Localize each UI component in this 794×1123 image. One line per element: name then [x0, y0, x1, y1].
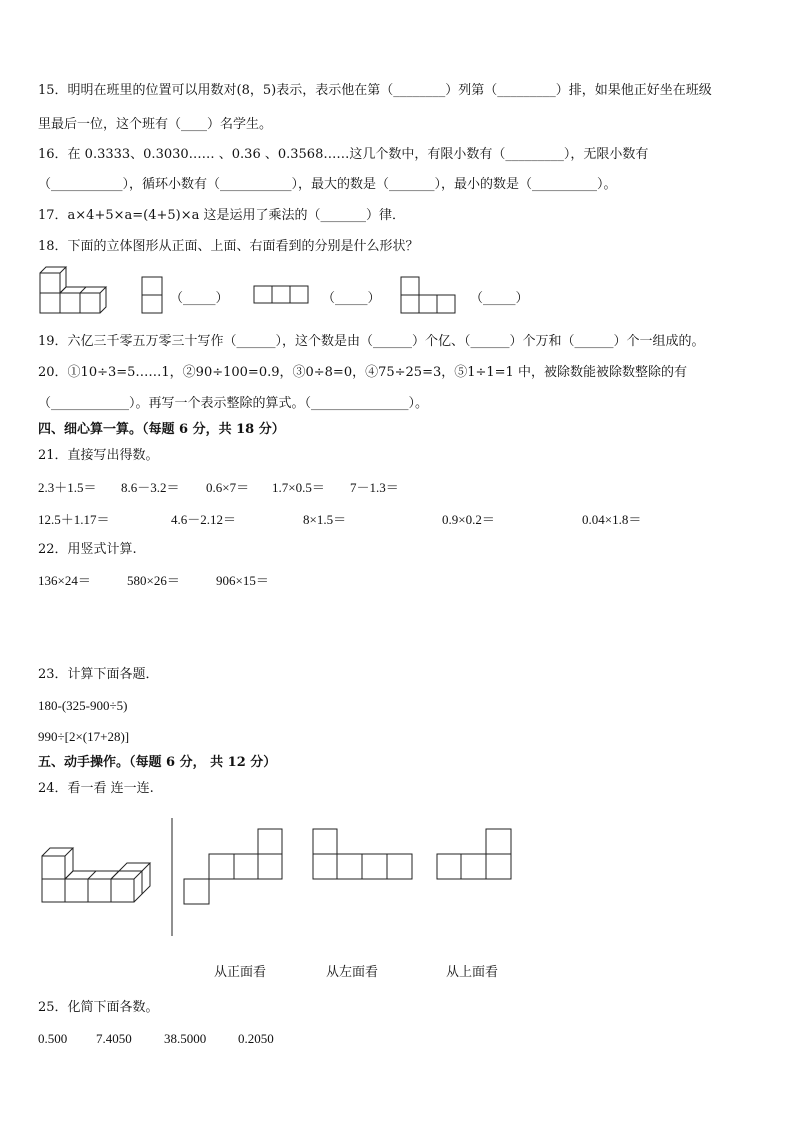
q21-r1-c1: 2.3＋1.5＝ [38, 480, 97, 495]
q24-label-front: 从正面看 [214, 965, 267, 980]
q20-line2: （____________）。再写一个表示整除的算式。（_______________）。 [38, 396, 429, 411]
q21-r2-c4: 0.9×0.2＝ [442, 512, 495, 527]
q18-blank2: （_____） [322, 291, 381, 306]
q24-view-a [183, 828, 285, 906]
q21-r2-c3: 8×1.5＝ [303, 512, 347, 527]
q15-line1: 15．明明在班里的位置可以用数对(8，5)表示，表示他在第（________）列第（_________）排，如果他正好坐在班级 [38, 83, 712, 98]
q25-text: 25．化简下面各数。 [38, 1000, 159, 1015]
q20-line1: 20．①10÷3=5……1，②90÷100=0.9，③0÷8=0，④75÷25=3，⑤1÷1=1 中，被除数能被除数整除的有 [38, 365, 687, 380]
q24-text: 24．看一看 连一连. [38, 781, 154, 796]
q24-label-top: 从上面看 [446, 965, 499, 980]
q25-item3: 38.5000 [164, 1031, 207, 1046]
q22-item2: 580×26＝ [127, 573, 180, 588]
q21-text: 21．直接写出得数。 [38, 448, 159, 463]
q25-item1: 0.500 [38, 1031, 68, 1046]
q21-r2-c2: 4.6－2.12＝ [171, 512, 237, 527]
q24-solid-figure [40, 850, 155, 910]
q21-r1-c4: 1.7×0.5＝ [272, 480, 325, 495]
q25-item4: 0.2050 [238, 1031, 274, 1046]
q24-view-b [312, 828, 414, 882]
q18-solid-figure [38, 272, 108, 314]
q24-label-left: 从左面看 [326, 965, 379, 980]
section4-heading: 四、细心算一算。（每题 6 分，共 18 分） [38, 422, 285, 437]
q18-view-vertical [141, 276, 165, 316]
section5-heading: 五、动手操作。（每题 6 分， 共 12 分） [38, 755, 277, 770]
q22-item3: 906×15＝ [216, 573, 269, 588]
q18-blank3: （_____） [470, 291, 529, 306]
q21-r1-c2: 8.6－3.2＝ [121, 480, 180, 495]
q22-item1: 136×24＝ [38, 573, 91, 588]
q16-line2: （___________），循环小数有（___________），最大的数是（_______），最小的数是（__________）。 [38, 177, 617, 192]
q15-line2: 里最后一位，这个班有（____）名学生。 [38, 117, 273, 132]
q24-divider [170, 818, 174, 938]
q18-view-l-shape [400, 276, 460, 316]
q21-r2-c5: 0.04×1.8＝ [582, 512, 642, 527]
q18-blank1: （_____） [170, 291, 229, 306]
q23-item1: 180-(325-900÷5) [38, 698, 128, 713]
q21-r1-c3: 0.6×7＝ [206, 480, 250, 495]
q25-item2: 7.4050 [96, 1031, 132, 1046]
q23-text: 23．计算下面各题． [38, 667, 159, 682]
q24-view-c [436, 828, 516, 882]
q18-text: 18．下面的立体图形从正面、上面、右面看到的分别是什么形状？ [38, 239, 419, 254]
q21-r1-c5: 7－1.3＝ [350, 480, 399, 495]
q18-view-row [253, 285, 313, 305]
q23-item2: 990÷[2×(17+28)] [38, 729, 130, 744]
q17-text: 17．a×4+5×a=(4+5)×a 这是运用了乘法的（_______）律． [38, 208, 406, 223]
q22-text: 22．用竖式计算. [38, 542, 137, 557]
q19-text: 19．六亿三千零五万零三十写作（______），这个数是由（______）个亿、（______）个万和（______）个一组成的。 [38, 334, 705, 349]
q16-line1: 16．在 0.3333、0.3030…… 、0.36 、0.3568……这几个数中，有限小数有（_________），无限小数有 [38, 147, 649, 162]
q21-r2-c1: 12.5＋1.17＝ [38, 512, 110, 527]
